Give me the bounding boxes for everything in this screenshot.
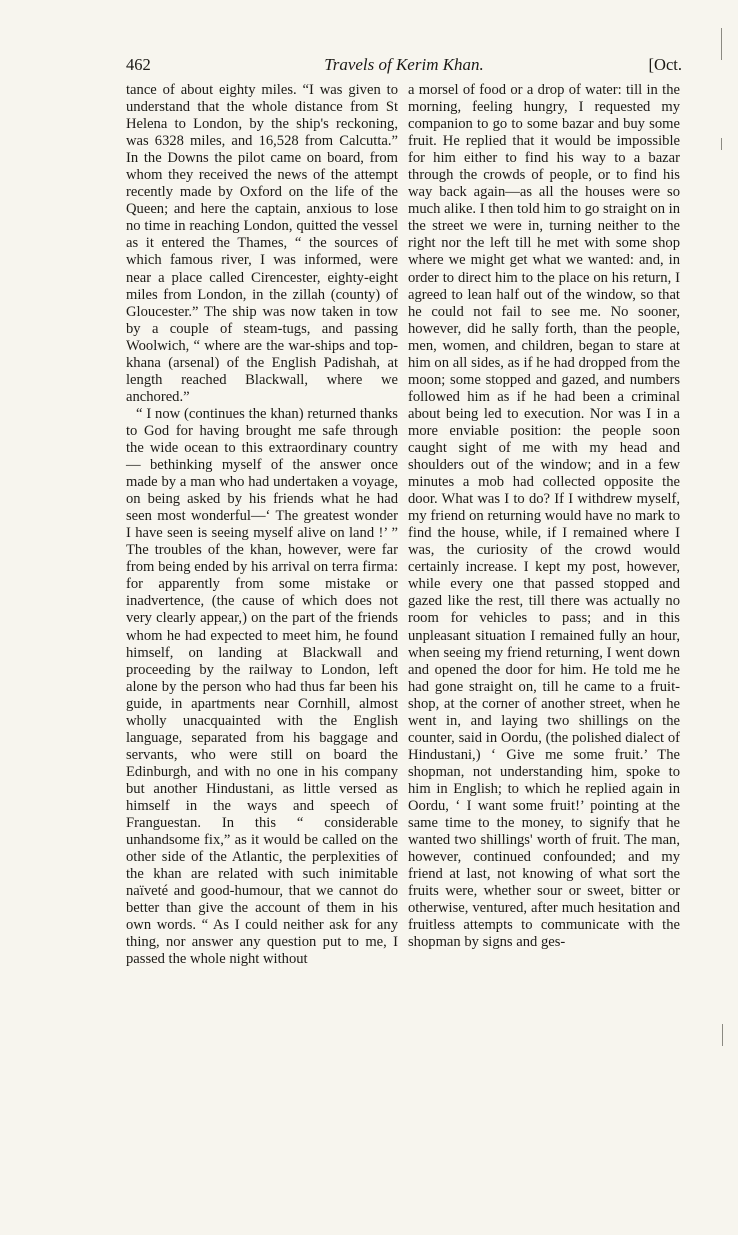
left-paragraph-1: tance of about eighty miles. “I was given to understand that the whole distance from St Helena to London, by the ship's reckoning, was 6328 miles, and 16,528 from Calcutta.” In the Downs the pilot came on board, from whom they received the news of the attempt recently made by Oxford on the life of the Queen; and here the captain, anxious to lose no time in reaching London, quitted the vessel as it entered the Thames, “ the sources of which famous river, I was informed, were near a place called Cirencester, eighty-eight miles from London, in the zillah (county) of Gloucester.” The ship was now taken in tow by a couple of steam-tugs, and passing Woolwich, “ where are the war-ships and top-khana (arsenal) of the English Padishah, at length reached Blackwall, where we anchored.”	[126, 82, 398, 405]
margin-rule	[721, 28, 722, 60]
right-paragraph-1: a morsel of food or a drop of water: till in the morning, feeling hungry, I requested my companion to go to some bazar and buy some fruit. He replied that it would be impossible for him either to find his way to a bazar through the crowds of people, or to find his way back again—as all the houses were so much alike. I then told him to go straight on in the street we were in, turning neither to the right nor the left till he met with some shop where we might get what we wanted: and, in order to direct him to the place on his return, I agreed to lean half out of the window, so that he could not fail to see me. No sooner, however, did he sally forth, than the people, men, women, and children, began to stare at him on all sides, as if he had dropped from the moon; some stopped and gazed, and numbers followed him as if he had been a criminal about being led to execution. Nor was I in a more enviable position: the people soon caught sight of me with my head and shoulders out of the window; and in a few minutes a mob had collected opposite the door. What was I to do? If I withdrew myself, my friend on returning would have no mark to find the house, while, if I remained where I was, the curiosity of the crowd would certainly increase. I kept my post, however, while every one that passed stopped and gazed like the rest, till there was actually no room for vehicles to pass; and in this unpleasant situation I remained fully an hour, when seeing my friend returning, I went down and opened the door for him. He told me he had gone straight on, till he came to a fruit-shop, at the corner of another street, when he went in, and laying two shillings on the counter, said in Oordu, (the polished dialect of Hindustani,) ‘ Give me some fruit.’ The shopman, not understanding him, spoke to him in English; to which he replied again in Oordu, ‘ I want some fruit!’ pointing at the same time to the money, to signify that he wanted two shillings' worth of fruit. The man, however, continued confounded; and my friend at last, not knowing of what sort the fruits were, whether sour or sweet, bitter or otherwise, ventured, after much hesitation and fruitless attempts to communicate with the shopman by signs and ges-	[408, 82, 680, 951]
margin-rule	[722, 1024, 723, 1046]
right-column	[408, 82, 680, 951]
running-header	[126, 50, 682, 80]
margin-rule	[721, 138, 722, 150]
left-column	[126, 82, 398, 968]
page-number: 462	[126, 55, 151, 74]
running-title: Travels of Kerim Khan.	[324, 55, 484, 74]
month-label: [Oct.	[648, 55, 682, 74]
left-paragraph-2: “ I now (continues the khan) returned thanks to God for having brought me safe through the wide ocean to this extraordinary country— bethinking myself of the answer once made by a man who had undertaken a voyage, on being asked by his friends what he had seen most wonderful—‘ The greatest wonder I have seen is seeing myself alive on land !’ ” The troubles of the khan, however, were far from being ended by his arrival on terra firma: for apparently from some mistake or inadvertence, (the cause of which does not very clearly appear,) on the part of the friends whom he had expected to meet him, he found himself, on landing at Blackwall and proceeding by the railway to London, left alone by the person who had thus far been his guide, in apartments near Cornhill, almost wholly unacquainted with the English language, separated from his baggage and servants, who were still on board the Edinburgh, and with no one in his company but another Hindustani, as little versed as himself in the ways and speech of Franguestan. In this “ considerable unhandsome fix,” as it would be called on the other side of the Atlantic, the perplexities of the khan are related with such inimitable naïveté and good-humour, that we cannot do better than give the account of them in his own words. “ As I could neither ask for any thing, nor answer any question put to me, I passed the whole night without	[126, 405, 398, 968]
